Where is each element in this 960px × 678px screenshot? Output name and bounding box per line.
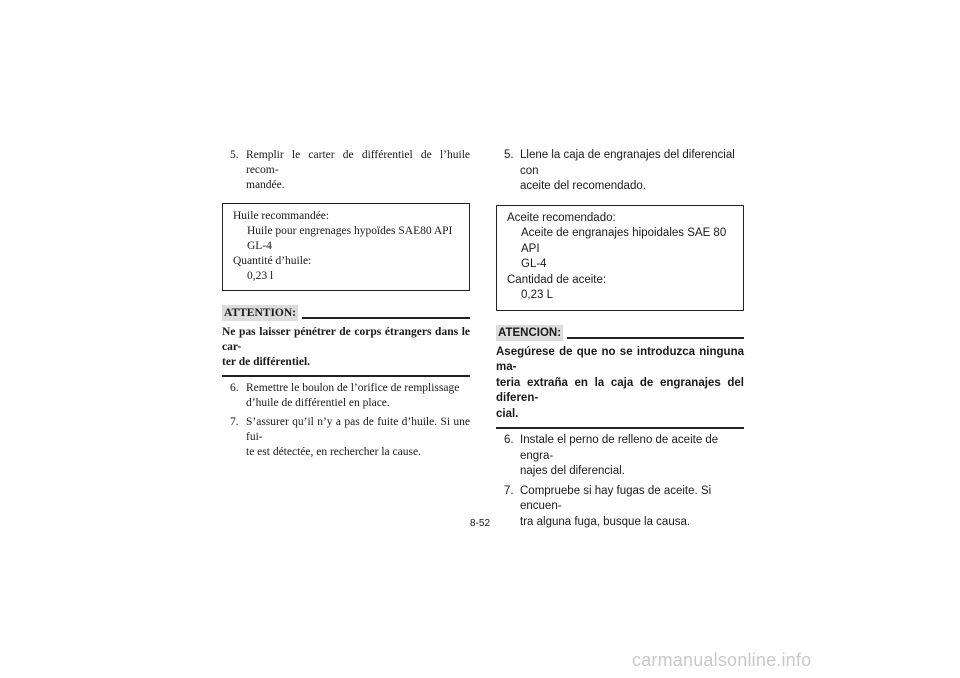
fr-step-6-number: 6. bbox=[230, 382, 239, 394]
es-oil-value-2: GL-4 bbox=[521, 258, 547, 270]
es-warning-header bbox=[496, 325, 744, 341]
fr-warning-line1: Ne pas laisser pénétrer de corps étrangers dans le car- bbox=[222, 326, 470, 353]
es-step-6-number: 6. bbox=[504, 434, 514, 446]
fr-step-7-line1: S’assurer qu’il n’y a pas de fuite d’huile. Si une fui- bbox=[246, 416, 470, 443]
fr-warning-tag: ATTENTION: bbox=[224, 307, 296, 319]
watermark-text: carmanualsonline.info bbox=[632, 650, 812, 670]
spanish-column bbox=[496, 148, 744, 534]
es-warning-line2: teria extraña en la caja de engranajes del diferen- bbox=[496, 376, 744, 404]
fr-qty-value: 0,23 l bbox=[247, 270, 274, 282]
fr-step-5 bbox=[222, 148, 470, 193]
es-step-5 bbox=[496, 148, 744, 195]
fr-warning-text bbox=[222, 325, 470, 377]
es-warning-line1: Asegúrese de que no se introduzca ninguna ma- bbox=[496, 345, 744, 373]
es-warning-rule bbox=[567, 337, 744, 339]
fr-qty-label: Quantité d’huile: bbox=[233, 255, 312, 267]
es-oil-label: Aceite recomendado: bbox=[507, 211, 616, 224]
es-step-7-number: 7. bbox=[504, 484, 514, 497]
fr-oil-value-1: Huile pour engrenages hypoïdes SAE80 API bbox=[247, 225, 453, 237]
french-column bbox=[222, 148, 470, 464]
es-step-5-number: 5. bbox=[504, 149, 514, 161]
fr-oil-value-2: GL-4 bbox=[247, 240, 272, 252]
fr-warning-header bbox=[222, 305, 470, 321]
fr-step-7-line2: te est détectée, en rechercher la cause. bbox=[246, 446, 421, 458]
fr-step-5-line2: mandée. bbox=[246, 179, 285, 191]
es-step-7-line2: tra alguna fuga, busque la causa. bbox=[520, 515, 691, 528]
fr-step-6-line1: Remettre le boulon de l’orifice de remplissage bbox=[246, 382, 460, 394]
es-step-5-line1: Llene la caja de engranajes del diferencial con bbox=[520, 149, 735, 177]
es-step-6 bbox=[496, 433, 744, 480]
es-qty-value: 0,23 L bbox=[521, 289, 553, 301]
es-step-6-line2: najes del diferencial. bbox=[520, 465, 625, 477]
es-oil-value-1: Aceite de engranajes hipoidales SAE 80 API bbox=[521, 227, 727, 255]
page-number: 8-52 bbox=[470, 518, 491, 529]
fr-oil-label: Huile recommandée: bbox=[233, 210, 330, 222]
fr-step-5-line1: Remplir le carter de différentiel de l’huile recom- bbox=[246, 149, 470, 176]
fr-step-7 bbox=[222, 415, 470, 460]
fr-step-6 bbox=[222, 381, 470, 411]
fr-step-7-number: 7. bbox=[230, 416, 239, 428]
es-steps-after bbox=[496, 433, 744, 530]
es-step-5-line2: aceite del recomendado. bbox=[520, 180, 646, 192]
es-step-7-line1: Compruebe si hay fugas de aceite. Si encuen- bbox=[520, 484, 712, 512]
fr-step-5-number: 5. bbox=[230, 149, 239, 161]
fr-oil-spec-box bbox=[222, 203, 470, 291]
es-warning-text bbox=[496, 345, 744, 430]
es-warning-line3: cial. bbox=[496, 407, 519, 420]
fr-step-6-line2: d’huile de différentiel en place. bbox=[246, 397, 390, 409]
es-warning-tag: ATENCION: bbox=[498, 326, 562, 339]
es-qty-label: Cantidad de aceite: bbox=[507, 273, 607, 286]
es-step-7 bbox=[496, 484, 744, 531]
fr-steps-after bbox=[222, 381, 470, 460]
es-step-6-line1: Instale el perno de relleno de aceite de engra- bbox=[520, 434, 719, 462]
fr-warning-rule bbox=[302, 317, 470, 319]
fr-warning-line2: ter de différentiel. bbox=[222, 356, 311, 368]
es-oil-spec-box bbox=[496, 205, 744, 311]
